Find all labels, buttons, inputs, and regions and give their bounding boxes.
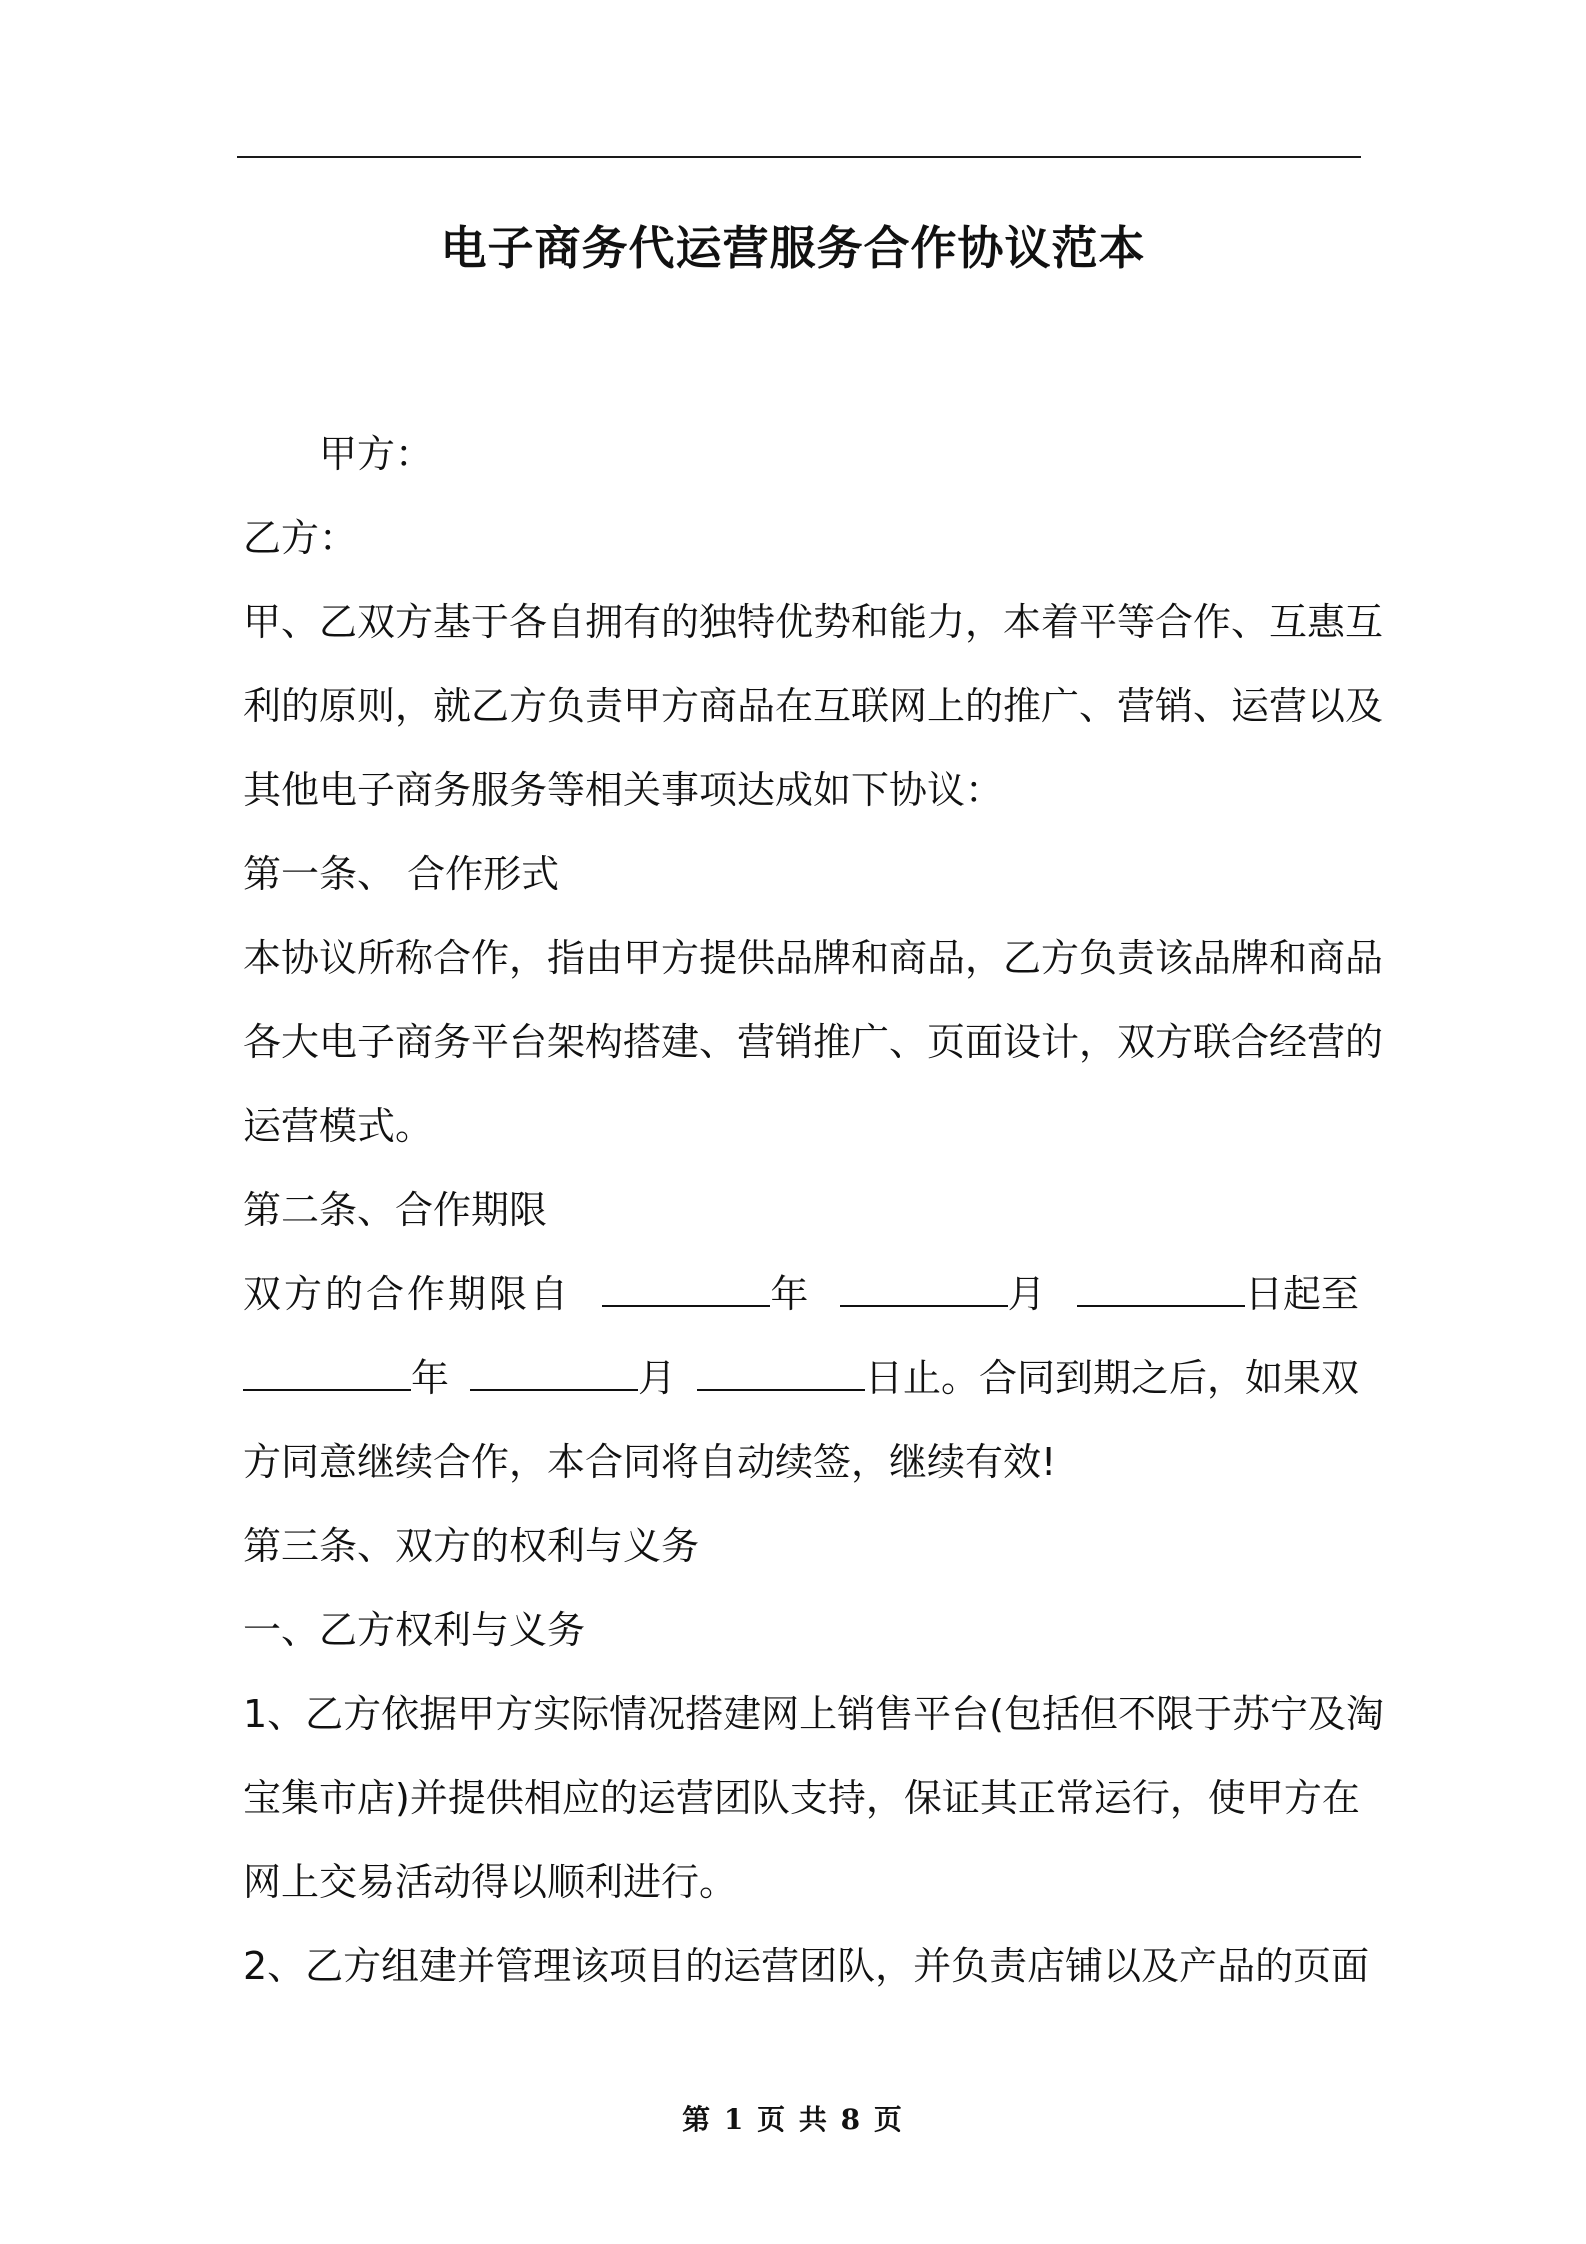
article-2-heading: 第二条、合作期限 xyxy=(243,1188,548,1232)
party-a-label: 甲方： xyxy=(319,432,434,476)
blank-field-day-to: 日止。合同到期之后，如果双 xyxy=(697,1336,1359,1420)
document-title: 电子商务代运营服务合作协议范本 xyxy=(440,221,1146,275)
article-2-term-line-1 xyxy=(243,1252,1359,1336)
article-2-term-line-2 xyxy=(243,1336,1359,1420)
item-1-line-2: 宝集市店)并提供相应的运营团队支持，保证其正常运行，使甲方在 xyxy=(243,1776,1360,1820)
blank-field-day-from: 日起至 xyxy=(1077,1252,1359,1336)
article-3-heading: 第三条、双方的权利与义务 xyxy=(243,1524,700,1568)
item-2-line-1: 2、乙方组建并管理该项目的运营团队，并负责店铺以及产品的页面 xyxy=(243,1944,1370,1988)
article-1-line-2: 各大电子商务平台架构搭建、营销推广、页面设计，双方联合经营的 xyxy=(243,1020,1384,1064)
blank-field-month-from: 月 xyxy=(840,1252,1046,1336)
blank-field-year-from: 年 xyxy=(602,1252,808,1336)
intro-line-3: 其他电子商务服务等相关事项达成如下协议： xyxy=(243,768,1004,812)
blank-field-year-to: 年 xyxy=(243,1336,449,1420)
page-number-footer: 第 1 页 共 8 页 xyxy=(682,2103,904,2136)
article-1-line-1: 本协议所称合作，指由甲方提供品牌和商品，乙方负责该品牌和商品 xyxy=(243,936,1384,980)
item-1-line-1: 1、乙方依据甲方实际情况搭建网上销售平台(包括但不限于苏宁及淘 xyxy=(243,1692,1385,1736)
item-1-line-3: 网上交易活动得以顺利进行。 xyxy=(243,1860,738,1904)
article-1-line-3: 运营模式。 xyxy=(243,1104,434,1148)
intro-line-1: 甲、乙双方基于各自拥有的独特优势和能力，本着平等合作、互惠互 xyxy=(243,600,1384,644)
header-divider xyxy=(237,156,1361,158)
article-2-term-line-3: 方同意继续合作，本合同将自动续签，继续有效! xyxy=(243,1440,1057,1484)
section-1-heading: 一、乙方权利与义务 xyxy=(243,1608,586,1652)
blank-field-month-to: 月 xyxy=(470,1336,676,1420)
document-body xyxy=(243,412,1385,2008)
party-b-label: 乙方： xyxy=(243,516,358,560)
article-1-heading: 第一条、 合作形式 xyxy=(243,852,560,896)
term-prefix: 双方的合作期限自 xyxy=(243,1272,572,1316)
intro-line-2: 利的原则，就乙方负责甲方商品在互联网上的推广、营销、运营以及 xyxy=(243,684,1384,728)
